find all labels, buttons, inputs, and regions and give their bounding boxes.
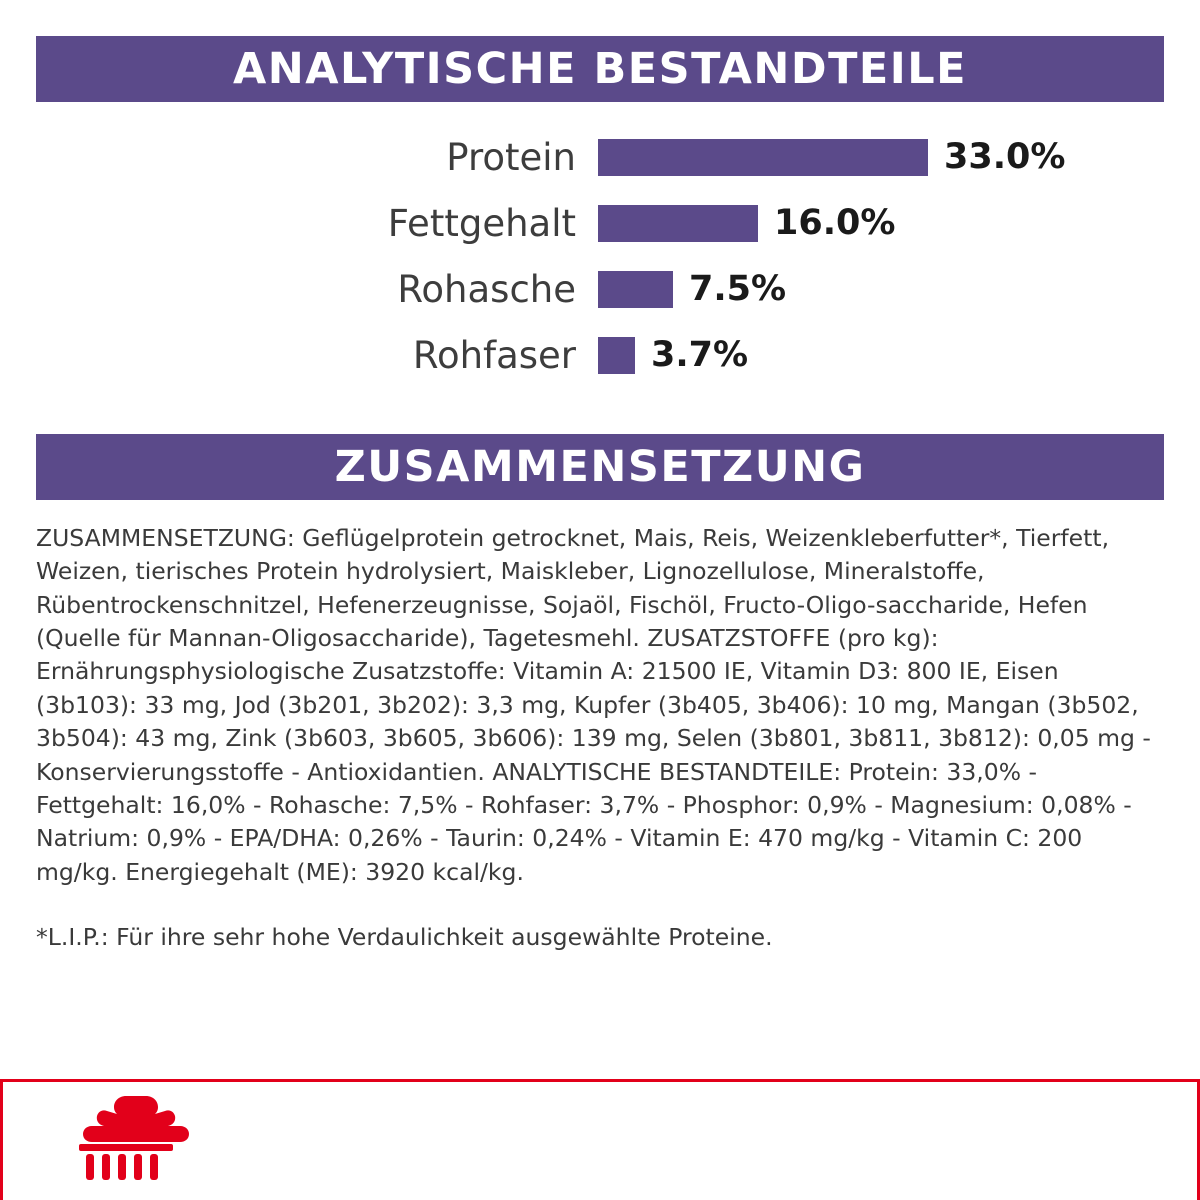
chart-bar-wrap bbox=[598, 335, 1164, 375]
chart-category-label: Rohfaser bbox=[412, 333, 576, 377]
chart-bar-wrap bbox=[598, 203, 1164, 243]
chart-bar bbox=[598, 139, 928, 176]
footer bbox=[0, 1079, 1200, 1200]
chart-category-label: Protein bbox=[446, 135, 576, 179]
chart-category-label: Fettgehalt bbox=[387, 201, 576, 245]
chart-row bbox=[36, 190, 1164, 256]
footer-left-rule bbox=[0, 1082, 3, 1200]
chart-row bbox=[36, 124, 1164, 190]
analytical-constituents-chart bbox=[0, 124, 1200, 388]
chart-bar bbox=[598, 271, 673, 308]
chart-bar-wrap bbox=[598, 137, 1164, 177]
analytical-constituents-header bbox=[36, 36, 1164, 102]
chart-category-label: Rohasche bbox=[397, 267, 576, 311]
chart-value-label: 7.5% bbox=[689, 269, 787, 309]
composition-section bbox=[0, 500, 1200, 954]
analytical-constituents-title: ANALYTISCHE BESTANDTEILE bbox=[232, 43, 968, 94]
chart-row bbox=[36, 322, 1164, 388]
chart-bar-wrap bbox=[598, 269, 1164, 309]
chart-value-label: 3.7% bbox=[651, 335, 749, 375]
chart-bar bbox=[598, 337, 635, 374]
chart-row bbox=[36, 256, 1164, 322]
composition-title: ZUSAMMENSETZUNG bbox=[334, 441, 866, 492]
composition-body: ZUSAMMENSETZUNG: Geflügelprotein getrocknet, Mais, Reis, Weizenkleberfutter*, Tierfett, Weizen, tierisches Protein hydrolysiert, Maiskleber, Lignozellulose, Mineralstoffe, Rübentrockenschnitzel, Hefenerzeugnisse, Sojaöl, Fischöl, Fructo-Oligo-saccharide, Hefen (Quelle für Mannan-Oligosaccharide), Tagetesmehl. ZUSATZSTOFFE (pro kg): Ernährungsphysiologische Zusatzstoffe: Vitamin A: 21500 IE, Vitamin D3: 800 IE, Eisen (3b103): 33 mg, Jod (3b201, 3b202): 3,3 mg, Kupfer (3b405, 3b406): 10 mg, Mangan (3b502, 3b504): 43 mg, Zink (3b603, 3b605, 3b606): 139 mg, Selen (3b801, 3b811, 3b812): 0,05 mg - Konservierungsstoffe - Antioxidantien. ANALYTISCHE BESTANDTEILE: Protein: 33,0% - Fettgehalt: 16,0% - Rohasche: 7,5% - Rohfaser: 3,7% - Phosphor: 0,9% - Magnesium: 0,08% - Natrium: 0,9% - EPA/DHA: 0,26% - Taurin: 0,24% - Vitamin E: 470 mg/kg - Vitamin C: 200 mg/kg. Energiegehalt (ME): 3920 kcal/kg. bbox=[36, 524, 1151, 886]
chart-value-label: 33.0% bbox=[944, 137, 1066, 177]
royal-canin-crown-logo bbox=[42, 1088, 210, 1192]
composition-header bbox=[36, 434, 1164, 500]
chart-bar bbox=[598, 205, 758, 242]
chart-value-label: 16.0% bbox=[774, 203, 896, 243]
composition-footnote: *L.I.P.: Für ihre sehr hohe Verdaulichkeit ausgewählte Proteine. bbox=[36, 922, 773, 951]
